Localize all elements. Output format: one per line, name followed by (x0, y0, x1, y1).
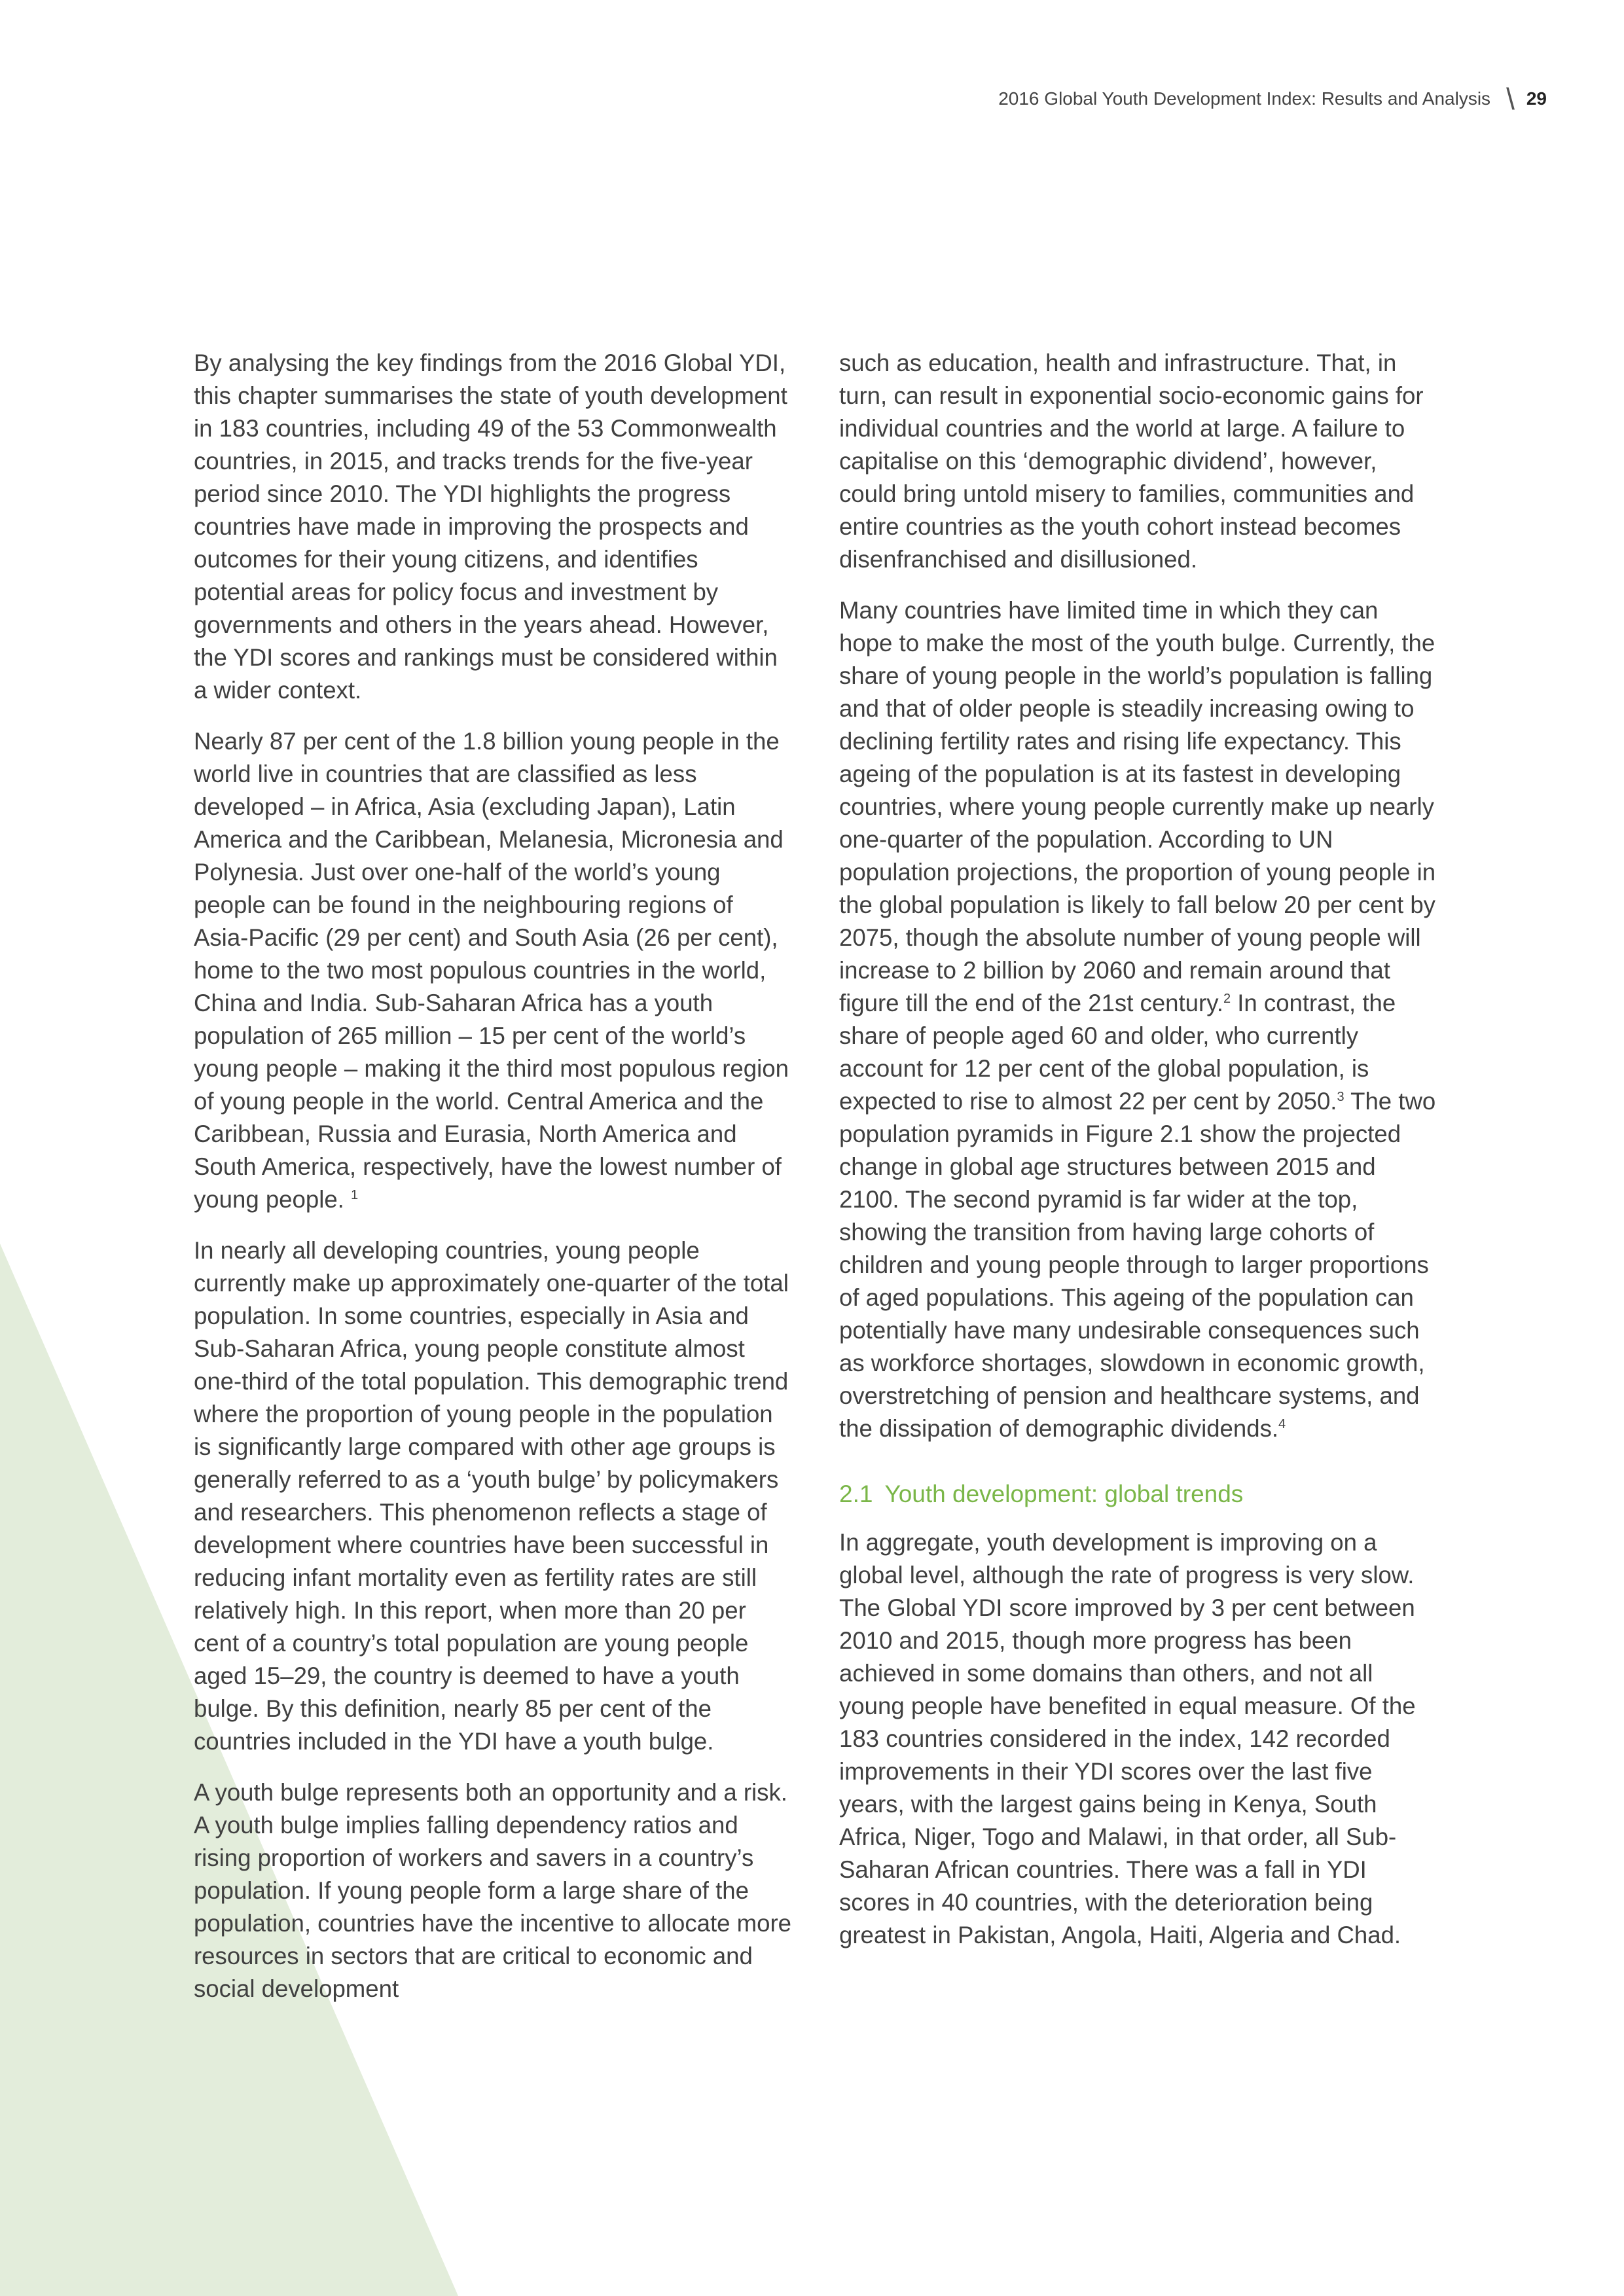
section-title: Youth development: global trends (884, 1480, 1244, 1507)
paragraph-youth-bulge: In nearly all developing countries, young people currently make up approximately one-quarter of the total population. In some countries, especially in Asia and Sub-Saharan Africa, young people constitute almost one-third of the total population. This demographic trend where the proportion of young people in the population is significantly large compared with other age groups is generally referred to as a ‘youth bulge’ by policymakers and researchers. This phenomenon reflects a stage of development where countries have been successful in reducing infant mortality even as fertility rates are still relatively high. In this report, when more than 20 per cent of a country’s total population are young people aged 15–29, the country is deemed to have a youth bulge. By this definition, nearly 85 per cent of the countries included in the YDI have a youth bulge. (194, 1237, 789, 1755)
paragraph-text: In contrast, the share of people aged 60 and older, who currently account for 12 per cent of the global population, is expected to rise to almost 22 per cent by 2050. (839, 990, 1396, 1115)
right-column (839, 347, 1436, 1970)
paragraph-opportunity-risk: A youth bulge represents both an opportunity and a risk. A youth bulge implies falling dependency ratios and rising proportion of workers and savers in a country’s population. If young people form a large share of the population, countries have the incentive to allocate more resources in sectors that are critical to economic and social development (194, 1779, 791, 2002)
paragraph-intro: By analysing the key findings from the 2016 Global YDI, this chapter summarises the state of youth development in 183 countries, including 49 of the 53 Commonwealth countries, in 2015, and tracks trends for the five-year period since 2010. The YDI highlights the progress countries have made in improving the prospects and outcomes for their young citizens, and identifies potential areas for policy focus and investment by governments and others in the years ahead. However, the YDI scores and rankings must be considered within a wider context. (194, 350, 787, 704)
header-divider-icon: \ (1506, 82, 1515, 116)
section-number: 2.1 (839, 1480, 873, 1507)
paragraph-continuation: such as education, health and infrastructure. That, in turn, can result in exponential socio-economic gains for individual countries and the world at large. A failure to capitalise on this ‘demographic dividend’, however, could bring untold misery to families, communities and entire countries as the youth cohort instead becomes disenfranchised and disillusioned. (839, 350, 1424, 573)
footnote-ref: 2 (1223, 991, 1231, 1006)
left-column (194, 347, 793, 2024)
paragraph-ageing (839, 594, 1436, 1445)
paragraph-global-trends: In aggregate, youth development is improving on a global level, although the rate of progress is very slow. The Global YDI score improved by 3 per cent between 2010 and 2015, though more progress has been achieved in some domains than others, and not all young people have benefited in equal measure. Of the 183 countries considered in the index, 142 recorded improvements in their YDI scores over the last five years, with the largest gains being in Kenya, South Africa, Niger, Togo and Malawi, in that order, all Sub-Saharan African countries. There was a fall in YDI scores in 40 countries, with the deterioration being greatest in Pakistan, Angola, Haiti, Algeria and Chad. (839, 1529, 1416, 1948)
running-header (998, 84, 1547, 114)
footnote-ref: 1 (351, 1187, 359, 1202)
footnote-ref: 4 (1278, 1416, 1286, 1431)
section-heading (839, 1478, 1436, 1511)
paragraph-youth-population (194, 725, 793, 1216)
footnote-ref: 3 (1337, 1089, 1344, 1104)
paragraph-text: Nearly 87 per cent of the 1.8 billion young people in the world live in countries that are classified as less developed – in Africa, Asia (excluding Japan), Latin America and the Caribbean, Melanesia, Micronesia and Polynesia. Just over one-half of the world’s young people can be found in the neighbouring regions of Asia-Pacific (29 per cent) and South Asia (26 per cent), home to the two most populous countries in the world, China and India. Sub-Saharan Africa has a youth population of 265 million – 15 per cent of the world’s young people – making it the third most populous region of young people in the world. Central America and the Caribbean, Russia and Eurasia, North America and South America, respectively, have the lowest number of young people. (194, 728, 789, 1213)
paragraph-text: Many countries have limited time in which they can hope to make the most of the youth bulge. Currently, the share of young people in the world’s population is falling and that of older people is steadily increasing owing to declining fertility rates and rising life expectancy. This ageing of the population is at its fastest in developing countries, where young people currently make up nearly one-quarter of the population. According to UN population projections, the proportion of young people in the global population is likely to fall below 20 per cent by 2075, though the absolute number of young people will increase to 2 billion by 2060 and remain around that figure till the end of the 21st century. (839, 597, 1436, 1016)
paragraph-text: The two population pyramids in Figure 2.1 show the projected change in global age structures between 2015 and 2100. The second pyramid is far wider at the top, showing the transition from having large cohorts of children and young people through to larger proportions of aged populations. This ageing of the population can potentially have many undesirable consequences such as workforce shortages, slowdown in economic growth, overstretching of pension and healthcare systems, and the dissipation of demographic dividends. (839, 1088, 1436, 1442)
running-title: 2016 Global Youth Development Index: Results and Analysis (998, 88, 1491, 109)
page-number: 29 (1526, 88, 1547, 109)
